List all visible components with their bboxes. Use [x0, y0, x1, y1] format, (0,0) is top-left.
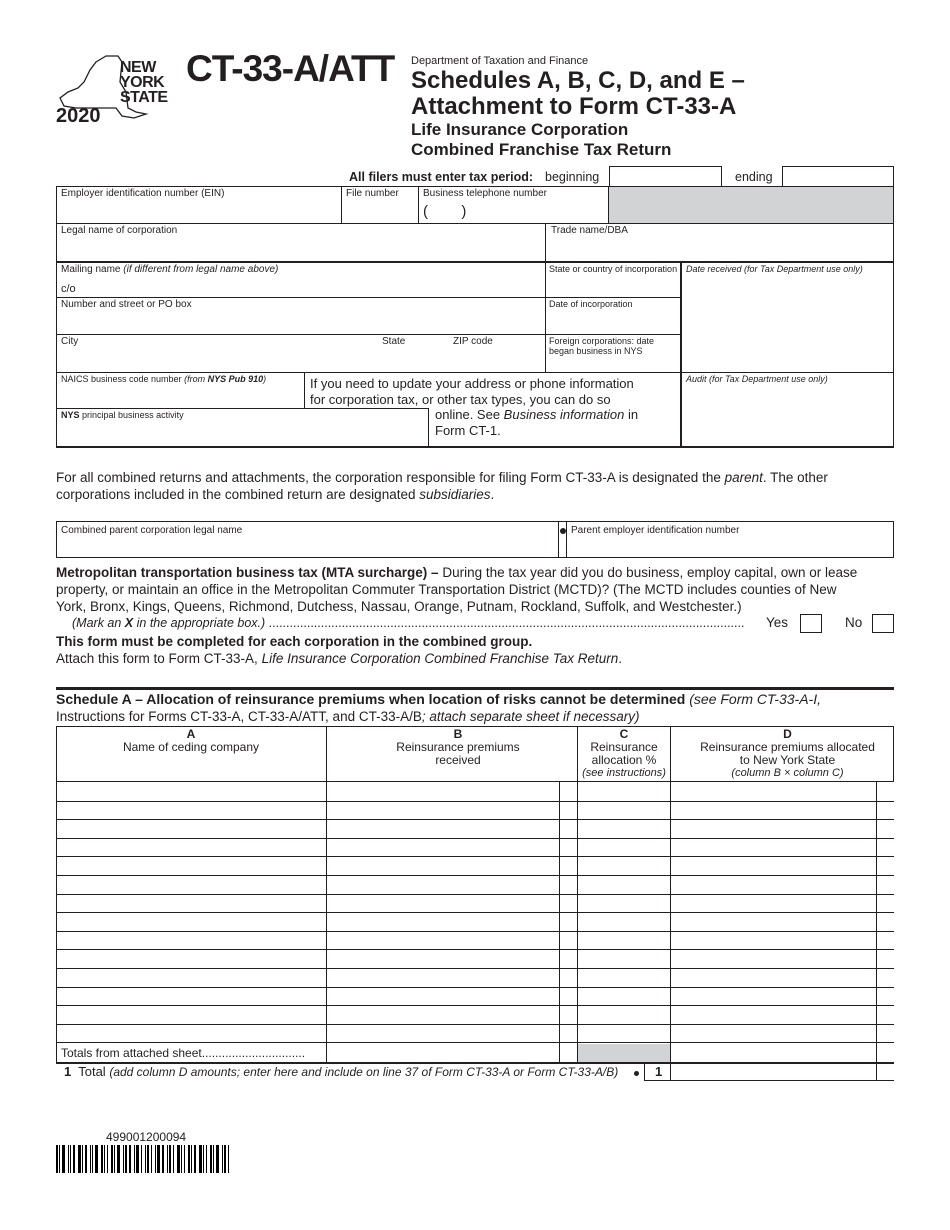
- barcode-bar: [117, 1145, 120, 1173]
- state-country-incorporation-field[interactable]: [546, 263, 680, 297]
- parent-legal-name-field[interactable]: [56, 521, 559, 558]
- barcode-bar: [181, 1145, 182, 1173]
- table-row[interactable]: [56, 912, 894, 931]
- legal-name-label: Legal name of corporation: [61, 225, 178, 236]
- mta-mark-instruction: (Mark an X in the appropriate box.): [72, 616, 266, 630]
- parent-ein-separator: [566, 522, 567, 557]
- update-info-line2: for corporation tax, or other tax types, you can do so: [310, 392, 611, 407]
- totals-attached-text: Totals from attached sheet: [61, 1046, 202, 1060]
- barcode-bar: [213, 1145, 214, 1173]
- parent-ein-label: Parent employer identification number: [571, 525, 740, 536]
- barcode-bar: [107, 1145, 108, 1173]
- barcode-bar: [155, 1145, 156, 1173]
- mta-question: [56, 564, 896, 615]
- barcode-bar: [188, 1145, 190, 1173]
- principal-activity-nys: NYS: [61, 410, 80, 420]
- table-row[interactable]: [56, 1024, 894, 1043]
- col-d-letter: D: [783, 727, 792, 741]
- city-field[interactable]: [57, 335, 545, 372]
- table-row[interactable]: [56, 949, 894, 968]
- department-name: Department of Taxation and Finance: [411, 55, 589, 67]
- table-row[interactable]: [56, 838, 894, 857]
- file-number-label: File number: [346, 188, 399, 199]
- barcode-bar: [90, 1145, 91, 1173]
- ein-field[interactable]: [57, 187, 341, 223]
- barcode-bar: [68, 1145, 69, 1173]
- barcode-bar: [147, 1145, 149, 1173]
- tax-period-beginning-label: beginning: [545, 170, 600, 184]
- update-info-line3: online. See Business information in: [435, 407, 639, 422]
- file-number-field[interactable]: [342, 187, 418, 223]
- totals-attached-dots: ...............................: [201, 1046, 306, 1060]
- barcode-bar: [203, 1145, 204, 1173]
- mta-text3: York, Bronx, Kings, Queens, Richmond, Dutchess, Nassau, Orange, Putnam, Rockland, Suffolk, and Westchester.): [56, 599, 742, 614]
- business-phone-label: Business telephone number: [423, 188, 547, 199]
- combined-group-instruction: This form must be completed for each corporation in the combined group.: [56, 634, 533, 649]
- schedule-a-title: [56, 691, 896, 725]
- barcode-bar: [177, 1145, 180, 1173]
- line1-bullet-icon: [634, 1071, 639, 1076]
- barcode-bar: [101, 1145, 103, 1173]
- form-year: 2020: [56, 105, 101, 127]
- col-c-note: (see instructions): [582, 767, 666, 779]
- naics-field[interactable]: [57, 373, 304, 408]
- mailing-name-note: (if different from legal name above): [123, 264, 279, 275]
- barcode-bar: [184, 1145, 185, 1173]
- attach-instruction: Attach this form to Form CT-33-A, Life Insurance Corporation Combined Franchise Tax Return.: [56, 651, 623, 666]
- table-row[interactable]: [56, 987, 894, 1006]
- col-a-letter: A: [186, 727, 196, 741]
- mta-text2: property, or maintain an office in the Metropolitan Commuter Transportation District (MCTD)? (The MCTD includes counties of New: [56, 582, 837, 597]
- line1-note: (add column D amounts; enter here and include on line 37 of Form CT-33-A or Form CT-33-A/B): [109, 1065, 619, 1079]
- table-row[interactable]: [56, 931, 894, 950]
- barcode-bar: [199, 1145, 202, 1173]
- barcode-bar: [206, 1145, 207, 1173]
- city-label: City: [61, 336, 79, 347]
- barcode-bar: [73, 1145, 75, 1173]
- update-info-text-cont: [435, 407, 680, 439]
- table-row[interactable]: [56, 801, 894, 820]
- mta-no-label: No: [845, 615, 863, 630]
- table-row[interactable]: [56, 968, 894, 987]
- schedule-a-title-bold: Schedule A – Allocation of reinsurance premiums when location of risks cannot be determined: [56, 691, 686, 707]
- barcode-bar: [82, 1145, 83, 1173]
- schedule-a-title-line2: Instructions for Forms CT-33-A, CT-33-A/ATT, and CT-33-A/B; attach separate sheet if necessary): [56, 709, 640, 724]
- parent-ein-field[interactable]: [558, 521, 894, 558]
- barcode-bar: [151, 1145, 152, 1173]
- barcode-bar: [210, 1145, 212, 1173]
- required-bullet-icon: [560, 528, 566, 534]
- mailing-name-field[interactable]: [57, 263, 545, 297]
- date-received-box: [682, 263, 893, 372]
- barcode: [56, 1145, 232, 1173]
- barcode-bar: [129, 1145, 131, 1173]
- barcode-bar: [114, 1145, 115, 1173]
- line1-total-input[interactable]: [671, 1063, 876, 1080]
- col-d-note: (column B × column C): [731, 767, 844, 779]
- barcode-bar: [92, 1145, 93, 1173]
- barcode-bar: [62, 1145, 65, 1173]
- barcode-bar: [141, 1145, 142, 1173]
- mta-dots: .........................................................................................................................................: [268, 616, 745, 630]
- form-title-line1: Schedules A, B, C, D, and E –: [411, 67, 745, 94]
- barcode-bar: [222, 1145, 223, 1173]
- update-info-text: [310, 376, 680, 408]
- form-subtitle-line1: Life Insurance Corporation: [411, 120, 629, 139]
- intro-line2: corporations included in the combined return are designated subsidiaries.: [56, 487, 495, 502]
- trade-name-label: Trade name/DBA: [551, 225, 628, 236]
- barcode-bar: [145, 1145, 146, 1173]
- barcode-bar: [104, 1145, 105, 1173]
- totals-attached-label: [61, 1046, 305, 1060]
- barcode-bar: [78, 1145, 81, 1173]
- table-row[interactable]: [56, 875, 894, 894]
- barcode-bar: [56, 1145, 58, 1173]
- business-phone-field[interactable]: [419, 187, 608, 223]
- trade-name-field[interactable]: [546, 224, 893, 261]
- form-number: CT-33-A/ATT: [186, 48, 395, 89]
- ein-label: Employer identification number (EIN): [61, 188, 225, 199]
- tax-period-label: All filers must enter tax period:: [349, 170, 534, 184]
- barcode-bar: [111, 1145, 113, 1173]
- col-d-label: Reinsurance premiums allocated to New York State: [700, 740, 875, 767]
- form-title-line2: Attachment to Form CT-33-A: [411, 93, 737, 120]
- barcode-bar: [194, 1145, 196, 1173]
- update-info-line1: If you need to update your address or phone information: [310, 376, 634, 391]
- state-country-incorporation-label: State or country of incorporation: [549, 264, 678, 274]
- barcode-bar: [70, 1145, 71, 1173]
- totals-col-c-shaded: [578, 1044, 670, 1062]
- barcode-bar: [85, 1145, 87, 1173]
- street-label: Number and street or PO box: [61, 299, 192, 310]
- table-row[interactable]: [56, 894, 894, 913]
- date-of-incorporation-field[interactable]: [546, 298, 680, 334]
- table-row[interactable]: [56, 819, 894, 838]
- mailing-name-label: Mailing name: [61, 264, 121, 275]
- foreign-corp-date-label: Foreign corporations: date began business in NYS: [549, 336, 655, 356]
- barcode-bar: [167, 1145, 168, 1173]
- schedule-a-rows: [56, 782, 894, 1062]
- area-code-parens: ( ): [423, 203, 467, 220]
- intro-paragraph: [56, 469, 896, 503]
- tax-period-shaded-area: [609, 186, 894, 223]
- barcode-bar: [216, 1145, 219, 1173]
- mta-heading: Metropolitan transportation business tax (MTA surcharge) –: [56, 565, 439, 580]
- update-info-line4: Form CT-1.: [435, 423, 501, 438]
- line1-number: 1: [64, 1064, 72, 1079]
- audit-label: Audit (for Tax Department use only): [686, 374, 828, 384]
- col-c-label: Reinsurance allocation %: [590, 740, 658, 767]
- barcode-bar: [59, 1145, 60, 1173]
- logo-york: YORK: [120, 74, 165, 91]
- audit-box: [682, 373, 893, 446]
- mta-no-checkbox[interactable]: [872, 614, 894, 633]
- logo-state: STATE: [120, 89, 168, 106]
- street-field[interactable]: [57, 298, 545, 334]
- barcode-bar: [123, 1145, 124, 1173]
- col-a-header: [56, 728, 326, 754]
- legal-name-field[interactable]: [57, 224, 545, 261]
- parent-legal-name-label: Combined parent corporation legal name: [61, 525, 243, 536]
- col-b-header: [378, 728, 538, 767]
- intro-line1: For all combined returns and attachments, the corporation responsible for filing Form CT-33-A is designated the parent. The other: [56, 470, 828, 485]
- line1-label: Total: [78, 1064, 106, 1079]
- barcode-bar: [173, 1145, 174, 1173]
- barcode-bar: [169, 1145, 171, 1173]
- barcode-bar: [95, 1145, 98, 1173]
- col-b-letter: B: [453, 727, 463, 741]
- barcode-bar: [224, 1145, 226, 1173]
- barcode-number: 499001200094: [106, 1130, 187, 1144]
- tax-period-beginning-field[interactable]: [609, 166, 722, 187]
- principal-activity-field[interactable]: [57, 409, 428, 446]
- form-subtitle-line2: Combined Franchise Tax Return: [411, 140, 672, 159]
- line1-total: [64, 1064, 618, 1079]
- col-b-label: Reinsurance premiums received: [396, 740, 520, 767]
- table-row[interactable]: [56, 1005, 894, 1024]
- mta-yes-label: Yes: [766, 615, 789, 630]
- table-row[interactable]: [56, 856, 894, 875]
- barcode-bar: [134, 1145, 135, 1173]
- col-c-header: [578, 728, 670, 780]
- barcode-bar: [162, 1145, 164, 1173]
- zip-label: ZIP code: [453, 336, 493, 347]
- barcode-bar: [136, 1145, 139, 1173]
- barcode-bar: [125, 1145, 127, 1173]
- barcode-bar: [157, 1145, 160, 1173]
- line1-box-number: 1: [655, 1064, 663, 1079]
- tax-period-ending-label: ending: [735, 170, 773, 184]
- naics-label: NAICS business code number: [61, 374, 182, 384]
- date-of-incorporation-label: Date of incorporation: [549, 299, 633, 309]
- care-of-label: c/o: [61, 283, 76, 295]
- mta-yes-checkbox[interactable]: [800, 614, 822, 633]
- col-c-letter: C: [619, 727, 629, 741]
- foreign-corp-date-field[interactable]: [546, 335, 680, 372]
- tax-period-ending-field[interactable]: [782, 166, 894, 187]
- naics-note: (from NYS Pub 910): [184, 374, 267, 384]
- logo-new: NEW: [120, 59, 156, 76]
- barcode-bar: [228, 1145, 229, 1173]
- date-received-label: Date received (for Tax Department use only): [686, 264, 863, 274]
- principal-activity-label: principal business activity: [82, 410, 184, 420]
- mta-text1: During the tax year did you do business, employ capital, own or lease: [442, 565, 858, 580]
- col-a-label: Name of ceding company: [122, 740, 260, 754]
- state-label: State: [382, 336, 406, 347]
- table-row[interactable]: [56, 782, 894, 801]
- col-d-header: [700, 728, 875, 780]
- schedule-a-title-ref: (see Form CT-33-A-I,: [689, 691, 821, 707]
- barcode-bar: [191, 1145, 192, 1173]
